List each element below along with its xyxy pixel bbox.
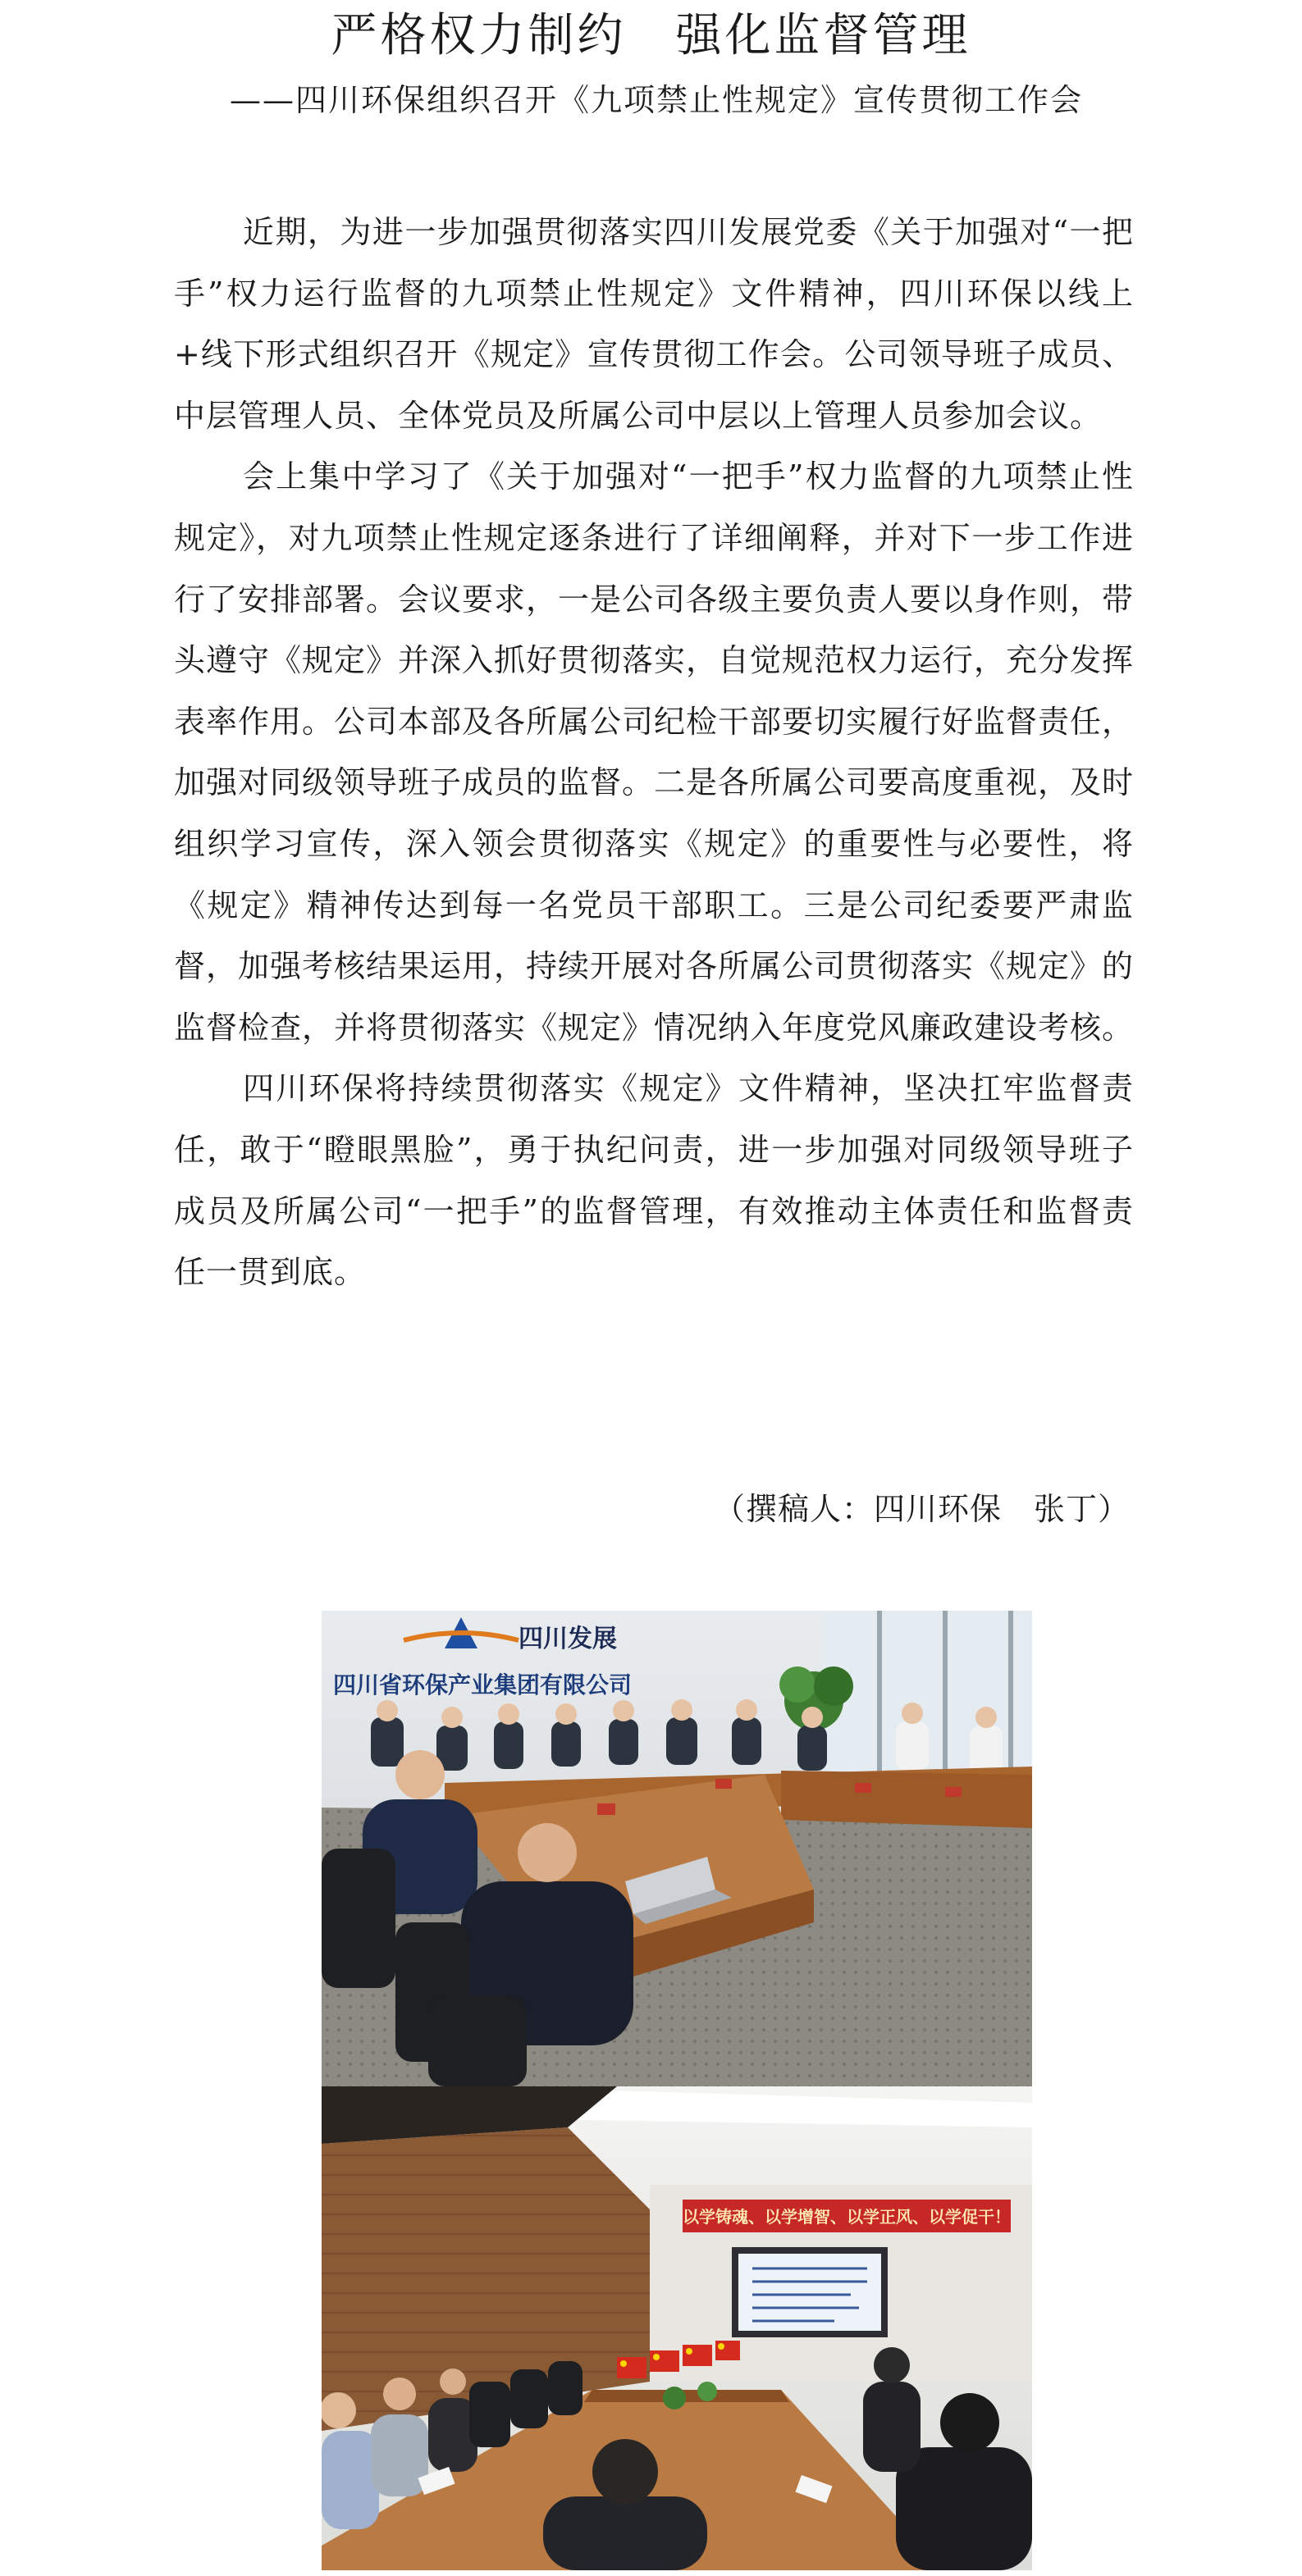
meeting-photo-1 <box>322 1611 1032 2086</box>
article-title <box>0 7 1302 66</box>
banner-text: 以学铸魂、以学增智、以学正风、以学促干！ <box>683 2207 1011 2227</box>
company-name-sign: 四川省环保产业集团有限公司 <box>333 1671 633 1698</box>
paragraph-3: 四川环保将持续贯彻落实《规定》文件精神，坚决扛牢监督责任，敢于“瞪眼黑脸”，勇于执纪问责，进一步加强对同级领导班子成员及所属公司“一把手”的监督管理，有效推动主体责任和监督责任一贯到底。 <box>174 1070 1134 1291</box>
paragraph-1: 近期，为进一步加强贯彻落实四川发展党委《关于加强对“一把手”权力运行监督的九项禁止性规定》文件精神，四川环保以线上+线下形式组织召开《规定》宣传贯彻工作会。公司领导班子成员、中层管理人员、全体党员及所属公司中层以上管理人员参加会议。 <box>174 214 1134 434</box>
meeting-photo-2 <box>322 2086 1032 2570</box>
slogan-banner <box>683 2200 1011 2232</box>
title-part-1: 严格权力制约 <box>331 9 627 62</box>
article-body <box>174 202 1134 1303</box>
article-subtitle: ——四川环保组织召开《九项禁止性规定》宣传贯彻工作会 <box>230 82 1084 118</box>
author-byline: （撰稿人：四川环保 张丁） <box>713 1491 1130 1527</box>
title-part-2: 强化监督管理 <box>675 9 971 62</box>
logo-text: 四川发展 <box>519 1625 617 1653</box>
paragraph-2: 会上集中学习了《关于加强对“一把手”权力监督的九项禁止性规定》，对九项禁止性规定逐条进行了详细阐释，并对下一步工作进行了安排部署。会议要求，一是公司各级主要负责人要以身作则，带头遵守《规定》并深入抓好贯彻落实，自觉规范权力运行，充分发挥表率作用。公司本部及各所属公司纪检干部要切实履行好监督责任，加强对同级领导班子成员的监督。二是各所属公司要高度重视，及时组织学习宣传，深入领会贯彻落实《规定》的重要性与必要性，将《规定》精神传达到每一名党员干部职工。三是公司纪委要严肃监督，加强考核结果运用，持续开展对各所属公司贯彻落实《规定》的监督检查，并将贯彻落实《规定》情况纳入年度党风廉政建设考核。 <box>174 458 1135 1046</box>
